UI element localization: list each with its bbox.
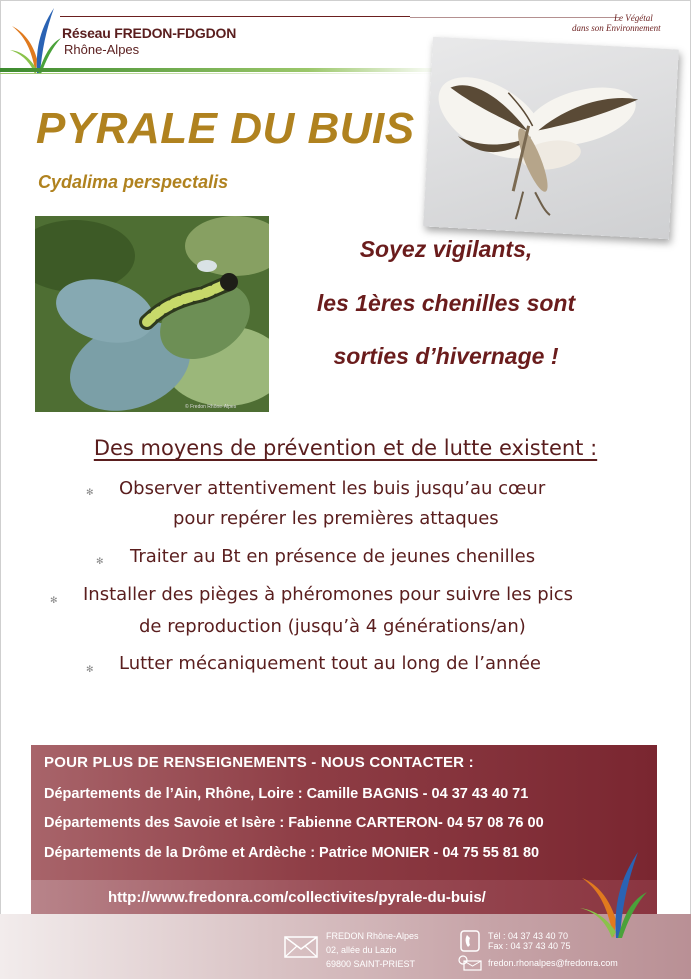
footer-address-line-3: 69800 SAINT-PRIEST xyxy=(326,959,416,969)
contact-heading: POUR PLUS DE RENSEIGNEMENTS - NOUS CONTACTER : xyxy=(44,754,474,771)
bullet-star-icon: ✻ xyxy=(86,488,94,498)
means-item-4-line-1: Lutter mécaniquement tout au long de l’année xyxy=(119,653,542,674)
tagline-line1: Le Végétal xyxy=(614,13,653,23)
header-green-bar-thin xyxy=(0,73,440,74)
footer-fax: Fax : 04 37 43 40 75 xyxy=(488,941,571,951)
means-item-1-line-2: pour repérer les premières attaques xyxy=(173,508,499,529)
means-heading-text: Des moyens de prévention et de lutte existent : xyxy=(93,436,598,460)
photo-credit: © Fredon Rhône-Alpes xyxy=(185,404,237,410)
means-item-2-line-1: Traiter au Bt en présence de jeunes chenilles xyxy=(130,546,536,567)
org-name: Réseau FREDON-FDGDON xyxy=(62,25,237,41)
vigilance-line-3: sorties d’hivernage ! xyxy=(333,343,559,369)
fredon-logo-icon xyxy=(576,848,648,940)
page-title: PYRALE DU BUIS xyxy=(36,104,415,153)
species-name: Cydalima perspectalis xyxy=(38,172,229,192)
footer-email-link[interactable]: fredon.rhonalpes@fredonra.com xyxy=(488,958,618,968)
website-link[interactable]: http://www.fredonra.com/collectivites/pyrale-du-buis/ xyxy=(108,889,486,906)
moth-photo xyxy=(423,37,679,240)
vigilance-line-1: Soyez vigilants, xyxy=(359,236,533,262)
bullet-star-icon: ✻ xyxy=(50,596,58,606)
contact-line-drome: Départements de la Drôme et Ardèche : Patrice MONIER - 04 75 55 81 80 xyxy=(44,845,540,861)
means-item-3-line-2: de reproduction (jusqu’à 4 générations/an) xyxy=(139,616,526,637)
means-heading xyxy=(0,436,691,460)
envelope-icon xyxy=(284,936,318,958)
tagline-line2: dans son Environnement xyxy=(572,23,661,33)
means-item-1-line-1: Observer attentivement les buis jusqu’au cœur xyxy=(119,478,546,499)
header-rule-light xyxy=(410,17,620,18)
caterpillar-illustration xyxy=(35,216,269,412)
bullet-star-icon: ✻ xyxy=(86,665,94,675)
footer-address-line-2: 02, allée du Lazio xyxy=(326,945,397,955)
bullet-star-icon: ✻ xyxy=(96,557,104,567)
footer-address-line-1: FREDON Rhône-Alpes xyxy=(326,931,419,941)
org-region: Rhône-Alpes xyxy=(64,42,140,57)
header-green-bar xyxy=(0,68,440,72)
contact-line-ain: Départements de l’Ain, Rhône, Loire : Camille BAGNIS - 04 37 43 40 71 xyxy=(44,786,529,802)
contact-line-savoie: Départements des Savoie et Isère : Fabienne CARTERON- 04 57 08 76 00 xyxy=(44,815,544,831)
email-icon xyxy=(458,955,482,971)
phone-icon xyxy=(460,930,480,952)
contact-spacer xyxy=(31,705,657,745)
footer-tel: Tél : 04 37 43 40 70 xyxy=(488,931,569,941)
means-item-3-line-1: Installer des pièges à phéromones pour suivre les pics xyxy=(83,584,573,605)
moth-illustration xyxy=(423,37,679,240)
header-rule-dark xyxy=(60,16,410,17)
vigilance-line-2: les 1ères chenilles sont xyxy=(316,290,576,316)
caterpillar-photo xyxy=(35,216,269,412)
fredon-logo-icon xyxy=(6,4,62,78)
